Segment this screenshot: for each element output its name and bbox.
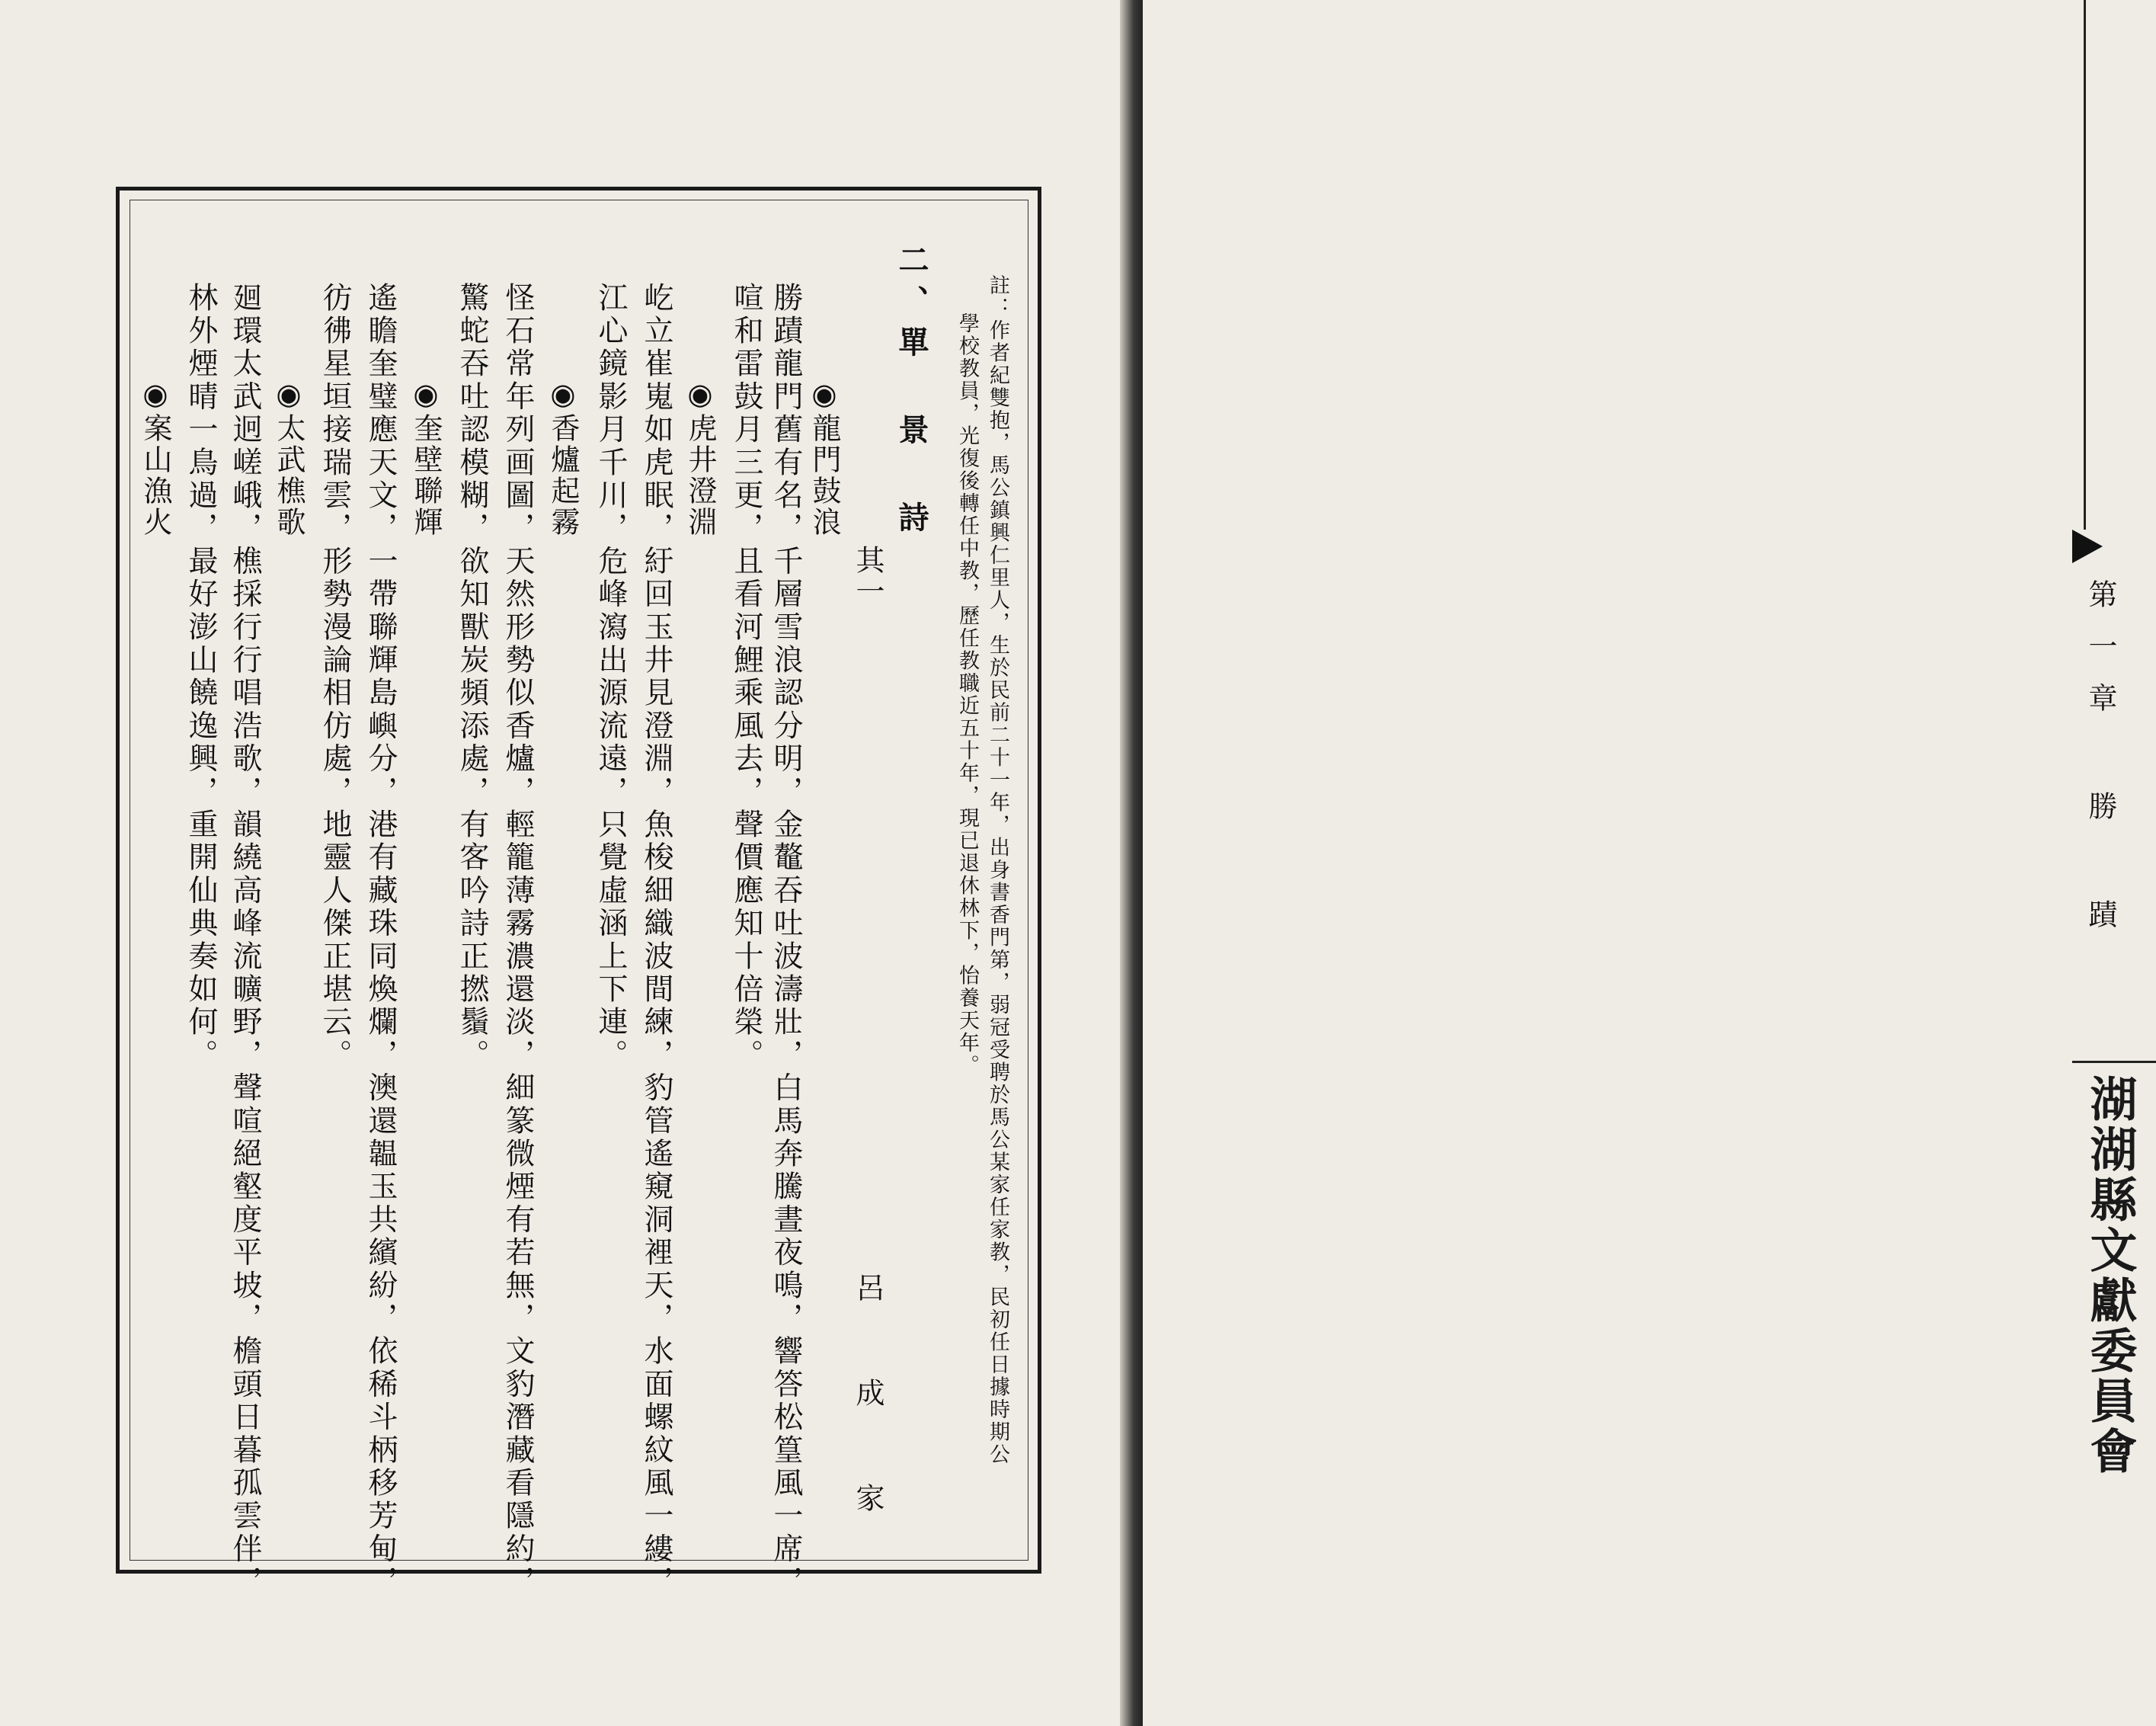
- page-edge: [1120, 0, 1143, 1726]
- poem-line: 屹立崔嵬如虎眠，紆回玉井見澄淵，魚梭細織波間練，豹管遙窺洞裡天，水面螺紋風一縷，: [639, 282, 673, 1599]
- publisher-name: 湖湖縣文獻委員會: [2082, 1074, 2138, 1477]
- chapter-title: 第一章 勝 蹟: [2084, 579, 2117, 951]
- section-heading: 二、單 景 詩: [894, 244, 929, 543]
- poem-title: ◉太武樵歌: [272, 377, 305, 538]
- note-line-1: 註：作者紀雙抱，馬公鎮興仁里人，生於民前二十一年，出身書香門第，弱冠受聘於馬公某家任家教，民初任日據時期公: [986, 274, 1009, 1466]
- poem-line: 林外煙晴一鳥過，最好澎山饒逸興，重開仙典奏如何。: [184, 282, 218, 1072]
- running-header: [1036, 0, 2138, 1726]
- poem-title: ◉香爐起霧: [546, 377, 580, 538]
- poem-line: 勝蹟龍門舊有名，千層雪浪認分明，金鼇吞吐波濤壯，白馬奔騰晝夜鳴，響答松篁風一席，: [769, 282, 803, 1599]
- poem-line: 喧和雷鼓月三更，且看河鯉乘風去，聲價應知十倍榮。: [729, 282, 763, 1072]
- poem-title: ◉龍門鼓浪: [808, 377, 841, 538]
- poem-line: 廻環太武迥嵯峨，樵採行行唱浩歌，韻繞高峰流曠野，聲喧絕壑度平坡，檐頭日暮孤雲伴，: [228, 282, 262, 1599]
- author-name: 呂 成 家: [851, 1273, 884, 1533]
- header-rule-top: [2084, 0, 2086, 530]
- poem-line: 遙瞻奎璧應天文，一帶聯輝島嶼分，港有藏珠同煥爛，澳還韞玉共繽紛，依稀斗柄移芳甸，: [363, 282, 398, 1599]
- chapter-tab-mark: [2072, 530, 2103, 563]
- poem-title: ◉奎壁聯輝: [409, 377, 443, 538]
- poem-title: ◉案山漁火: [139, 377, 172, 538]
- poem-title: ◉虎井澄淵: [683, 377, 717, 538]
- section-subtitle: 其一: [851, 545, 884, 607]
- poem-line: 彷彿星垣接瑞雲，形勢漫論相仿處，地靈人傑正堪云。: [318, 282, 352, 1072]
- header-divider: [2072, 1061, 2156, 1063]
- poem-line: 怪石常年列画圖，天然形勢似香爐，輕籠薄霧濃還淡，細篆微煙有若無，文豹潛藏看隱約，: [501, 282, 535, 1599]
- note-line-2: 學校教員，光復後轉任中教，歷任教職近五十年，現已退休林下，怡養天年。: [955, 312, 979, 1077]
- poem-line: 驚蛇吞吐認模糊，欲知獸炭頻添處，有客吟詩正撚鬚。: [455, 282, 489, 1072]
- poem-line: 江心鏡影月千川，危峰瀉出源流遠，只覺虛涵上下連。: [593, 282, 628, 1072]
